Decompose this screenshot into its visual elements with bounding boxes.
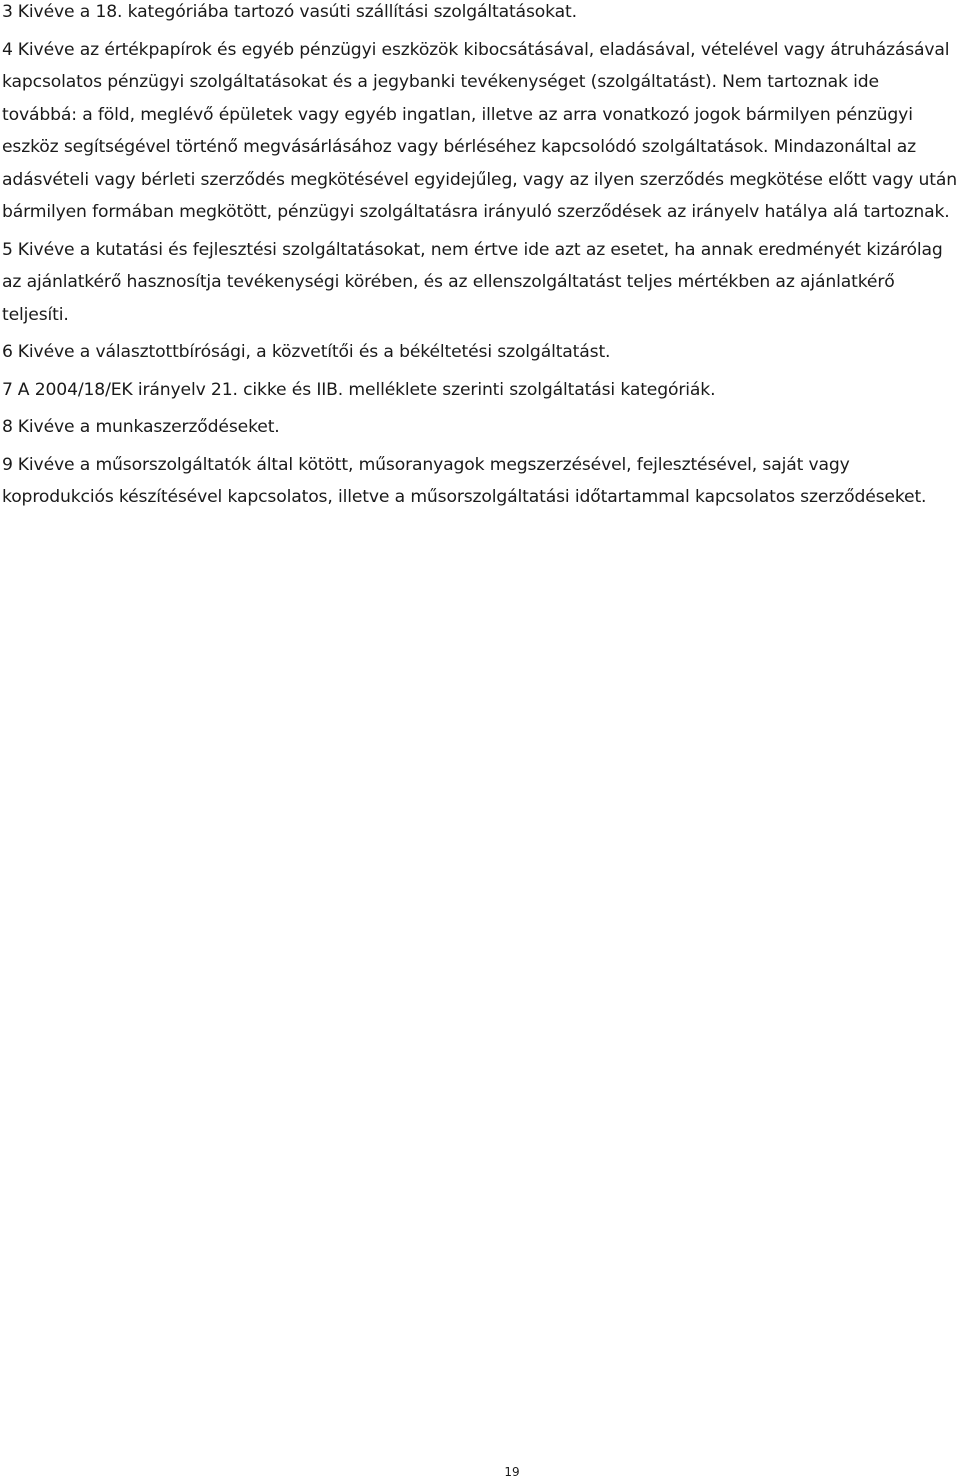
footnote-4: [2, 34, 958, 229]
footnote-text: Kivéve a kutatási és fejlesztési szolgáltatásokat, nem értve ide azt az esetet, ha annak eredményét kizárólag az ajánlatkérő hasznosítja tevékenységi körében, és az ellenszolgáltatást teljes mértékben az ajánlatkérő teljesíti.: [2, 239, 943, 325]
footnote-number: 8: [2, 417, 13, 437]
footnote-number: 5: [2, 239, 13, 260]
footnote-number: 6: [2, 342, 13, 362]
footnote-5: [2, 234, 958, 332]
footnote-7: [2, 374, 958, 407]
footnote-text: Kivéve a műsorszolgáltatók által kötött, műsoranyagok megszerzésével, fejlesztésével, saját vagy koprodukciós készítésével kapcsolatos, illetve a műsorszolgáltatási időtartammal kapcsolatos szerződéseket.: [2, 454, 927, 507]
footnote-3: [2, 0, 958, 29]
footnote-number: 3: [2, 2, 13, 22]
footnote-9: [2, 449, 958, 514]
footnote-number: 9: [2, 454, 13, 475]
footnote-text: Kivéve a munkaszerződéseket.: [17, 417, 280, 437]
footnote-8: [2, 411, 958, 444]
footnote-6: [2, 336, 958, 369]
footnote-text: A 2004/18/EK irányelv 21. cikke és IIB. melléklete szerinti szolgáltatási kategóriák.: [17, 379, 716, 400]
footnote-number: 7: [2, 379, 13, 400]
footnote-text: Kivéve az értékpapírok és egyéb pénzügyi eszközök kibocsátásával, eladásával, vételével vagy átruházásával kapcsolatos pénzügyi szolgáltatásokat és a jegybanki tevékenységet (szolgáltatást). Nem tartoznak ide továbbá: a föld, meglévő épületek vagy egyéb ingatlan, illetve az arra vonatkozó jogok bármilyen pénzügyi eszköz segítségével történő megvásárlásához vagy bérléséhez kapcsolódó szolgáltatások. Mindazonáltal az adásvételi vagy bérleti szerződés megkötésével egyidejűleg, vagy az ilyen szerződés megkötése előtt vagy után bármilyen formában megkötött, pénzügyi szolgáltatásra irányuló szerződések az irányelv hatálya alá tartoznak.: [2, 39, 957, 222]
footnote-text: Kivéve a választottbírósági, a közvetítői és a békéltetési szolgáltatást.: [17, 342, 611, 362]
footnote-text: Kivéve a 18. kategóriába tartozó vasúti szállítási szolgáltatásokat.: [17, 2, 577, 22]
footnote-number: 4: [2, 39, 13, 60]
page-number: 19: [504, 1465, 520, 1479]
footnotes-section: [2, 0, 958, 519]
